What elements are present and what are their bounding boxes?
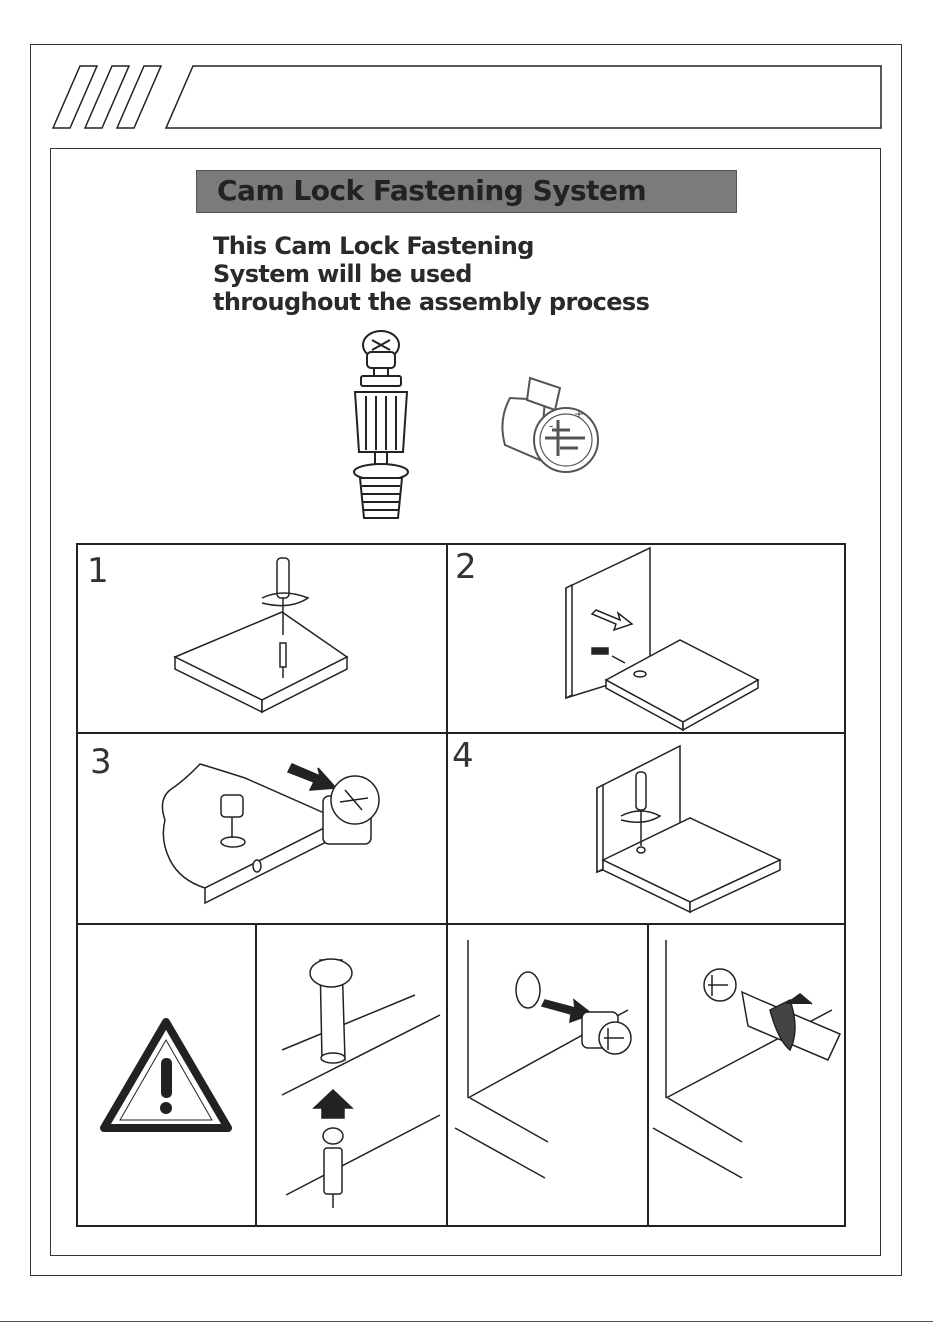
cam-tighten-illustration bbox=[653, 940, 840, 1178]
warning-triangle-icon bbox=[104, 1022, 228, 1128]
dowel-illustration bbox=[282, 959, 440, 1208]
intro-line: System will be used bbox=[213, 260, 472, 288]
step-number: 1 bbox=[87, 551, 109, 591]
step-3-illustration bbox=[162, 764, 379, 903]
intro-line: throughout the assembly process bbox=[213, 288, 650, 316]
svg-text:+: + bbox=[574, 407, 585, 421]
step-number: 3 bbox=[90, 742, 112, 782]
step-number: 2 bbox=[455, 547, 477, 587]
svg-text:-: - bbox=[549, 419, 554, 433]
intro-line: This Cam Lock Fastening bbox=[213, 232, 534, 260]
page-title: Cam Lock Fastening System bbox=[217, 174, 647, 207]
page-bottom-line bbox=[0, 1321, 933, 1322]
step-1-illustration bbox=[175, 558, 347, 712]
step-2-illustration bbox=[566, 548, 758, 730]
step-4-illustration bbox=[597, 746, 780, 912]
step-number: 4 bbox=[452, 736, 474, 776]
cam-insert-illustration bbox=[455, 940, 631, 1178]
